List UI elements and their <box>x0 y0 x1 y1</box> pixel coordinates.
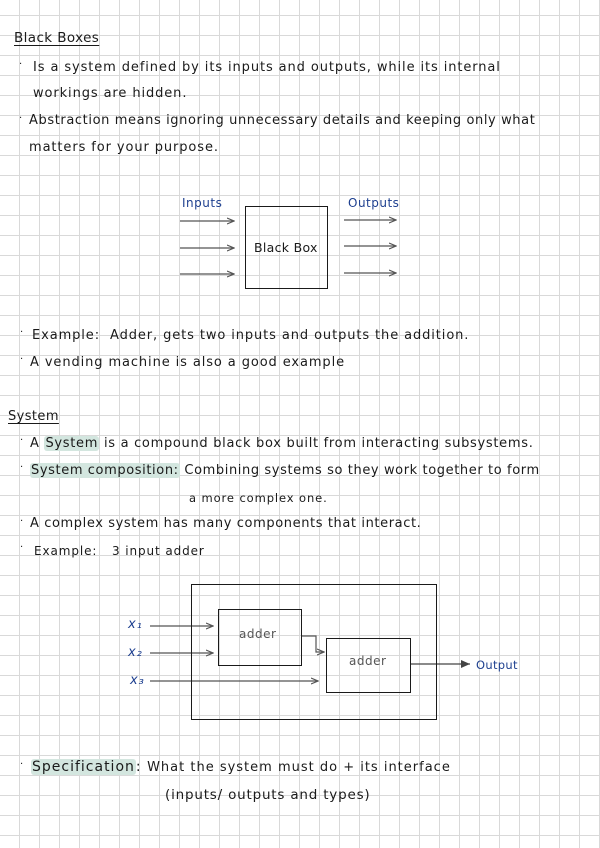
bullet-dot: · <box>19 113 23 124</box>
bullet-dot: · <box>20 462 24 473</box>
system-composition-highlight: System composition: <box>31 463 179 478</box>
bullet-dot: · <box>20 435 24 446</box>
abstraction-line2: matters for your purpose. <box>29 140 219 155</box>
system-definition: A System is a compound black box built from interacting subsystems. <box>30 436 534 451</box>
complex-system: A complex system has many components that interact. <box>30 516 422 531</box>
black-box-definition-line2: workings are hidden. <box>33 86 188 101</box>
system-term-highlight: System <box>45 436 99 451</box>
black-box-definition-line1: Is a system defined by its inputs and outputs, while its internal <box>33 60 501 75</box>
adder-label-1: adder <box>239 627 277 641</box>
black-boxes-title: Black Boxes <box>14 30 100 46</box>
specification: Specification: What the system must do + its interface <box>32 759 451 775</box>
example-label-1: Example: <box>32 328 100 343</box>
x2-label: x₂ <box>128 645 143 660</box>
bullet-dot: · <box>20 327 24 338</box>
adder-label-2: adder <box>349 654 387 668</box>
specification-highlight: Specification <box>32 759 135 775</box>
example-label-2: Example: <box>34 544 98 558</box>
three-input-adder: 3 input adder <box>112 544 205 558</box>
adder-example: Adder, gets two inputs and outputs the addition. <box>110 328 470 343</box>
system-composition-line2: a more complex one. <box>189 491 328 505</box>
specification-line2: (inputs/ outputs and types) <box>165 787 371 803</box>
vending-example: A vending machine is also a good example <box>30 355 345 370</box>
bullet-dot: · <box>20 516 24 527</box>
abstraction-line1: Abstraction means ignoring unnecessary details and keeping only what <box>29 113 536 128</box>
system-composition: System composition: Combining systems so they work together to form <box>31 463 540 478</box>
system-title: System <box>8 409 59 424</box>
inputs-label: Inputs <box>182 196 223 210</box>
bullet-dot: · <box>20 542 24 553</box>
black-box-label: Black Box <box>254 240 318 255</box>
output-label: Output <box>476 658 518 672</box>
bullet-dot: · <box>20 354 24 365</box>
outputs-label: Outputs <box>348 196 400 210</box>
bullet-dot: · <box>20 759 24 770</box>
x3-label: x₃ <box>130 673 145 688</box>
bullet-dot: · <box>19 59 23 70</box>
x1-label: x₁ <box>128 617 143 632</box>
